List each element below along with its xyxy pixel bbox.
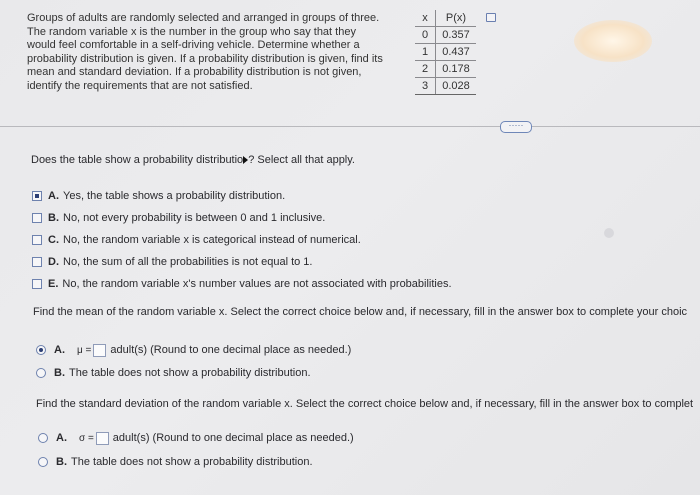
decorative-dot (604, 228, 614, 238)
std-dev-answer-input[interactable] (96, 432, 109, 445)
mean-answer-input[interactable] (93, 344, 106, 357)
table-cell-x: 2 (415, 61, 436, 78)
checkbox-icon[interactable] (32, 235, 42, 245)
radio-icon[interactable] (36, 368, 46, 378)
checkbox-checked-icon[interactable] (32, 191, 42, 201)
question-3-text: Find the standard deviation of the random variable x. Select the correct choice below and, if necessary, fill in the answer box to complet (36, 398, 694, 410)
problem-line: would feel comfortable in a self-driving vehicle. Determine whether a (27, 39, 360, 52)
table-cell-px: 0.178 (436, 61, 477, 78)
copy-data-icon[interactable] (486, 13, 496, 22)
probability-table (415, 10, 476, 95)
option-letter: B. (54, 367, 65, 379)
q3-option-b[interactable] (38, 455, 313, 469)
table-header-x: x (415, 10, 436, 27)
option-letter: C. (48, 234, 59, 246)
sigma-symbol: σ = (79, 432, 94, 444)
mu-symbol: μ = (77, 344, 92, 356)
q1-option-d[interactable] (32, 255, 312, 269)
table-row (415, 27, 476, 44)
checkbox-icon[interactable] (32, 257, 42, 267)
radio-selected-icon[interactable] (36, 345, 46, 355)
q3-option-a[interactable] (38, 431, 354, 445)
option-text: Yes, the table shows a probability distribution. (63, 190, 286, 202)
option-text: adult(s) (Round to one decimal place as needed.) (110, 344, 352, 356)
option-text: The table does not show a probability distribution. (69, 367, 311, 379)
option-letter: B. (56, 456, 67, 468)
table-cell-x: 3 (415, 78, 436, 95)
q1-option-b[interactable] (32, 211, 325, 225)
table-cell-x: 0 (415, 27, 436, 44)
problem-statement (27, 12, 407, 94)
option-letter: A. (54, 344, 65, 356)
question-2-text: Find the mean of the random variable x. Select the correct choice below and, if necessary, fill in the answer box to complete your choic (33, 306, 688, 318)
table-header-px: P(x) (436, 10, 477, 27)
option-text: No, not every probability is between 0 and 1 inclusive. (63, 212, 326, 224)
table-cell-px: 0.028 (436, 78, 477, 95)
option-text: The table does not show a probability distribution. (71, 456, 313, 468)
radio-icon[interactable] (38, 433, 48, 443)
q1-option-c[interactable] (32, 233, 361, 247)
q1-option-e[interactable] (32, 277, 452, 291)
radio-icon[interactable] (38, 457, 48, 467)
table-cell-px: 0.357 (436, 27, 477, 44)
option-text: No, the random variable x's number values are not associated with probabilities. (62, 278, 452, 290)
q1-option-a[interactable] (32, 189, 285, 203)
option-letter: A. (56, 432, 67, 444)
option-letter: A. (48, 190, 59, 202)
problem-line: probability distribution is given. If a probability distribution is given, find its (27, 52, 383, 65)
table-cell-x: 1 (415, 44, 436, 61)
option-letter: D. (48, 256, 59, 268)
option-letter: B. (48, 212, 59, 224)
screen-glare (574, 20, 652, 62)
option-text: No, the random variable x is categorical instead of numerical. (63, 234, 361, 246)
question-1-text (31, 154, 355, 166)
table-row (415, 78, 476, 95)
checkbox-icon[interactable] (32, 213, 42, 223)
section-divider (0, 126, 700, 127)
table-header-row (415, 10, 476, 27)
more-options-button[interactable]: ····· (500, 121, 532, 133)
q2-option-a[interactable] (36, 343, 351, 357)
option-text: adult(s) (Round to one decimal place as needed.) (112, 432, 354, 444)
option-letter: E. (48, 278, 59, 290)
table-row (415, 61, 476, 78)
q2-option-b[interactable] (36, 366, 311, 380)
question-1-text-part: ? Select all that apply. (248, 154, 355, 166)
problem-line: identify the requirements that are not satisfied. (27, 79, 253, 92)
option-text: No, the sum of all the probabilities is not equal to 1. (63, 256, 313, 268)
problem-line: The random variable x is the number in the group who say that they (27, 25, 356, 38)
table-cell-px: 0.437 (436, 44, 477, 61)
problem-line: mean and standard deviation. If a probability distribution is not given, (27, 66, 362, 79)
table-row (415, 44, 476, 61)
question-1-text-part: Does the table show a probability distributio (31, 154, 244, 166)
problem-line: Groups of adults are randomly selected and arranged in groups of three. (27, 12, 380, 24)
checkbox-icon[interactable] (32, 279, 42, 289)
